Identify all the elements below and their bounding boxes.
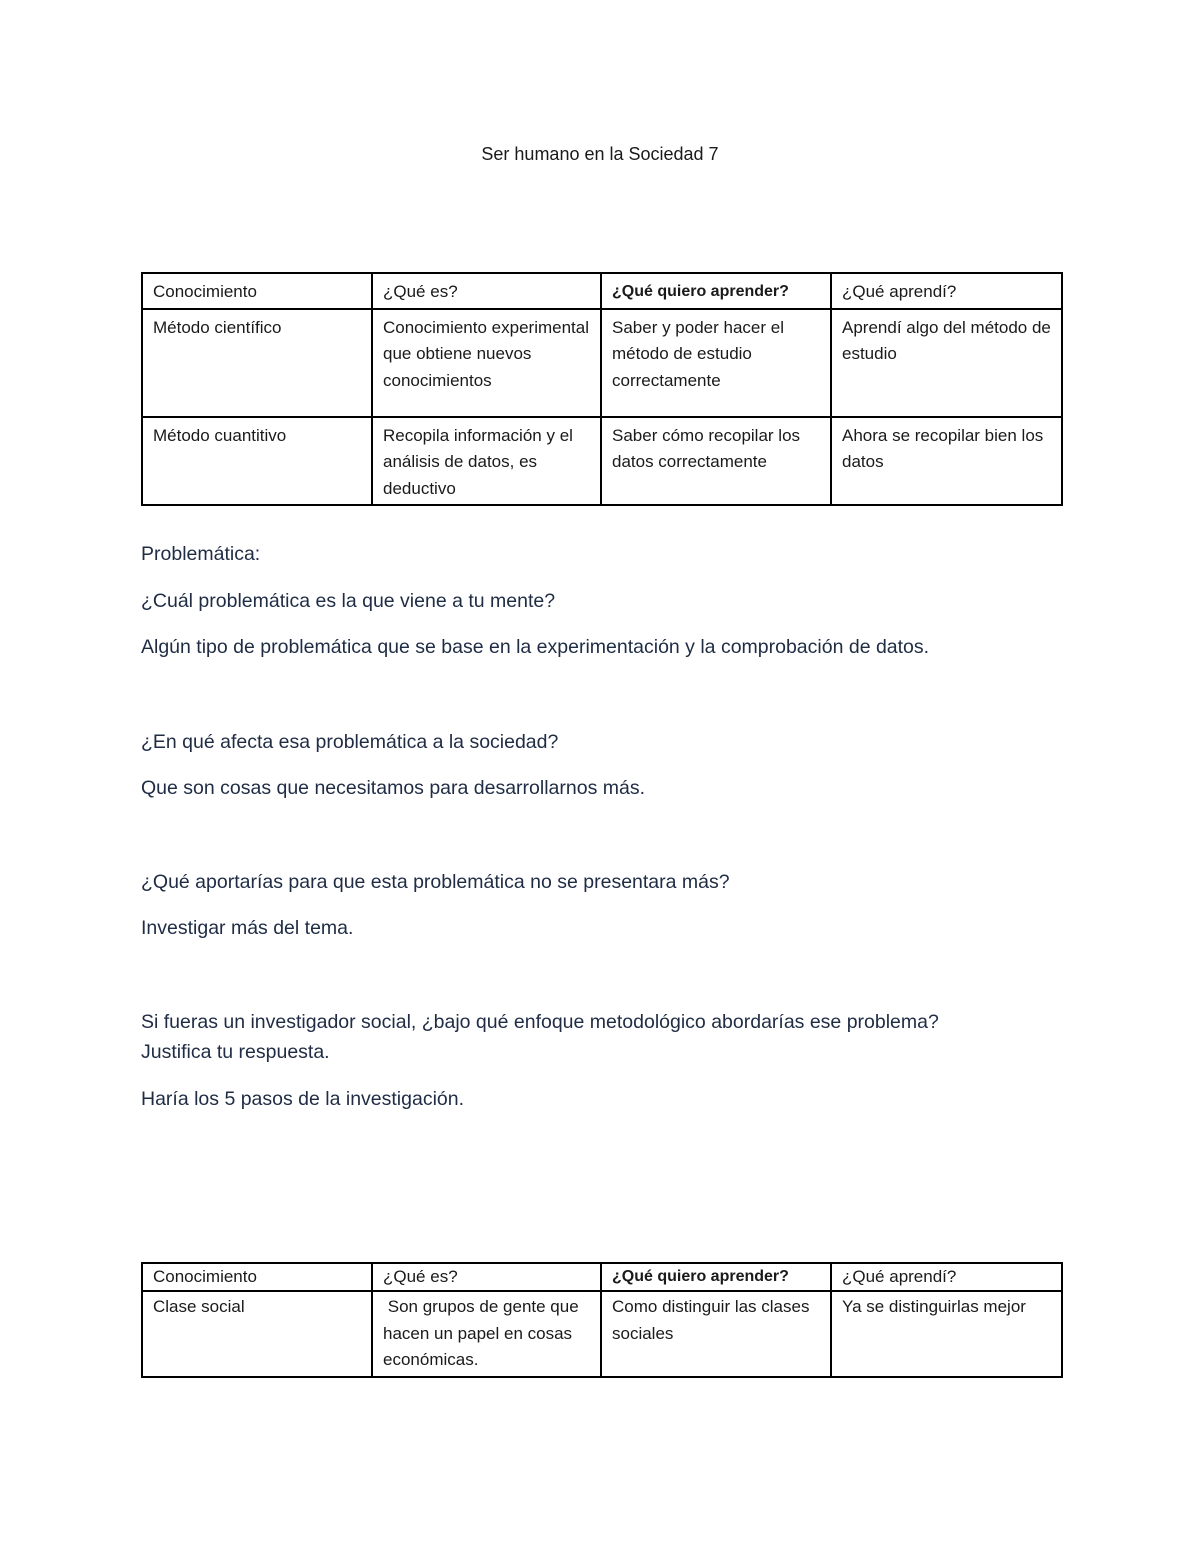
header-cell: ¿Qué es?	[372, 273, 601, 309]
question-4-line-2: Justifica tu respuesta.	[141, 1041, 330, 1063]
table-cell: Ahora se recopilar bien los datos	[831, 417, 1062, 506]
question-2: ¿En qué afecta esa problemática a la sociedad?	[141, 731, 559, 753]
question-4-line-1: Si fueras un investigador social, ¿bajo qué enfoque metodológico abordarías ese problema?	[141, 1011, 939, 1033]
section-heading: Problemática:	[141, 543, 261, 565]
header-cell: ¿Qué quiero aprender?	[601, 1263, 831, 1291]
answer-2: Que son cosas que necesitamos para desarrollarnos más.	[141, 777, 646, 799]
answer-1: Algún tipo de problemática que se base en la experimentación y la comprobación de datos.	[141, 636, 930, 658]
question-4	[141, 1007, 1061, 1067]
header-cell: Conocimiento	[142, 273, 372, 309]
header-cell: Conocimiento	[142, 1263, 372, 1291]
table-cell: Como distinguir las clases sociales	[601, 1291, 831, 1377]
table-cell: Recopila información y el análisis de datos, es deductivo	[372, 417, 601, 506]
table-header-row	[142, 273, 1062, 309]
knowledge-table-2	[141, 1262, 1063, 1378]
table-cell: Método científico	[142, 309, 372, 417]
table-cell: Ya se distinguirlas mejor	[831, 1291, 1062, 1377]
header-cell: ¿Qué aprendí?	[831, 1263, 1062, 1291]
table-cell: Clase social	[142, 1291, 372, 1377]
question-3: ¿Qué aportarías para que esta problemática no se presentara más?	[141, 871, 730, 893]
page-title: Ser humano en la Sociedad 7	[481, 144, 719, 164]
table-header-row	[142, 1263, 1062, 1291]
table-row	[142, 417, 1062, 506]
header-cell: ¿Qué quiero aprender?	[601, 273, 831, 309]
table-row	[142, 1291, 1062, 1377]
header-cell: ¿Qué es?	[372, 1263, 601, 1291]
knowledge-table-1	[141, 272, 1063, 506]
table-cell: Aprendí algo del método de estudio	[831, 309, 1062, 417]
table-cell: Son grupos de gente que hacen un papel en cosas económicas.	[372, 1291, 601, 1377]
table-row	[142, 309, 1062, 417]
table-cell: Método cuantitivo	[142, 417, 372, 506]
header-cell: ¿Qué aprendí?	[831, 273, 1062, 309]
table-cell: Saber y poder hacer el método de estudio correctamente	[601, 309, 831, 417]
question-1: ¿Cuál problemática es la que viene a tu mente?	[141, 590, 556, 612]
table-cell: Saber cómo recopilar los datos correctamente	[601, 417, 831, 506]
table-cell: Conocimiento experimental que obtiene nuevos conocimientos	[372, 309, 601, 417]
answer-4: Haría los 5 pasos de la investigación.	[141, 1088, 465, 1110]
answer-3: Investigar más del tema.	[141, 917, 354, 939]
